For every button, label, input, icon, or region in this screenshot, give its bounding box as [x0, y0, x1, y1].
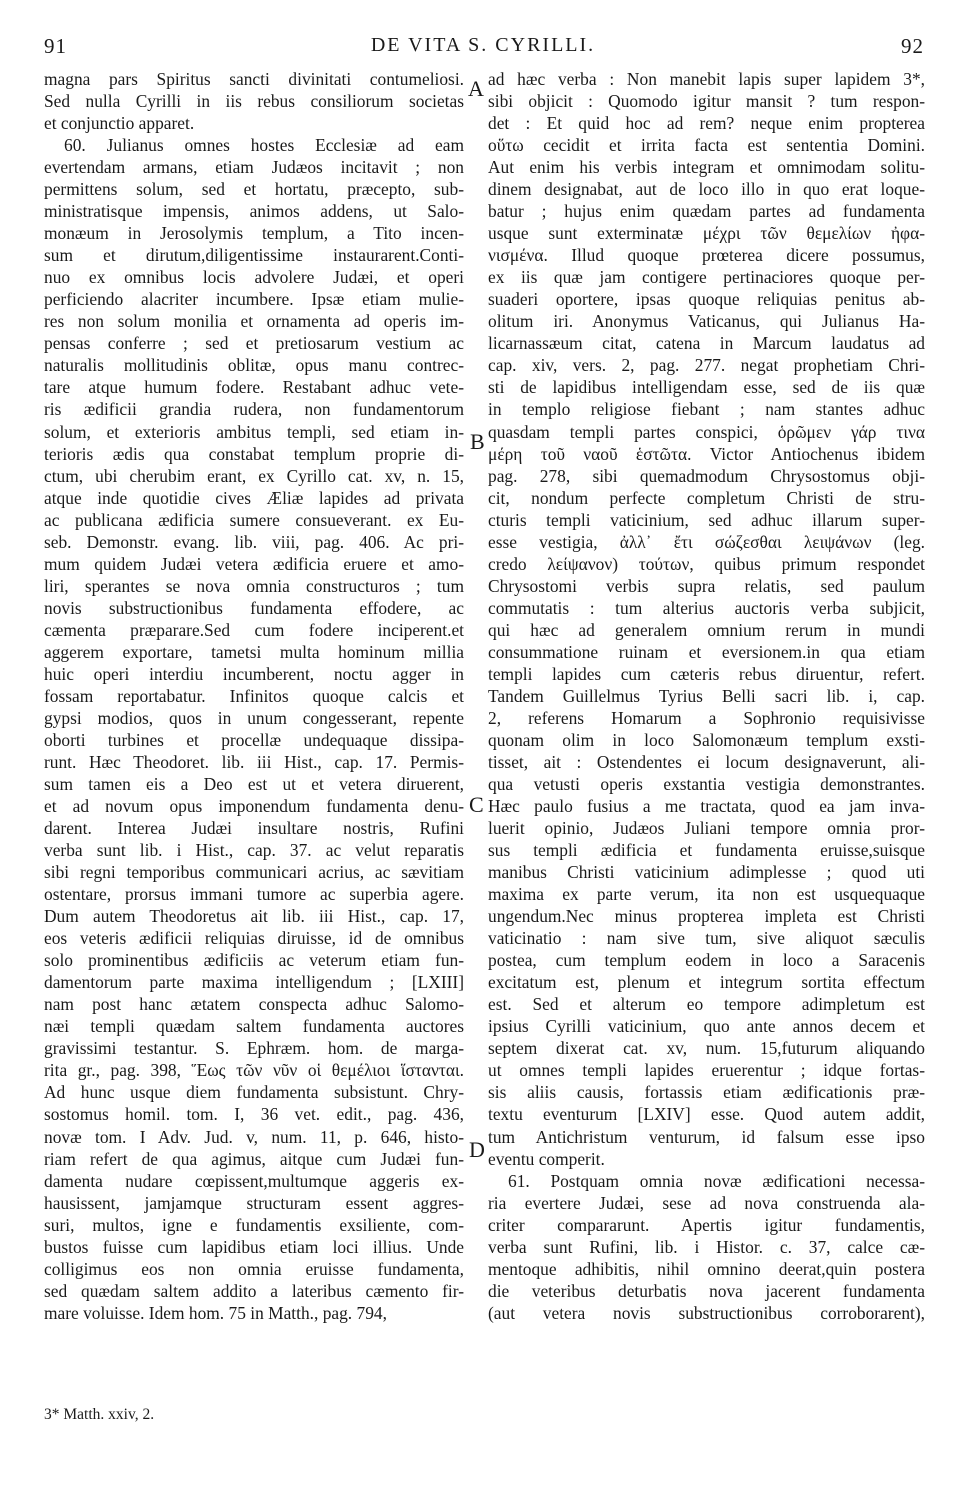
text-line: sis aliis causis, fortassis etiam ædificationis præ- [488, 1082, 925, 1103]
text-line: mare voluisse. Idem hom. 75 in Matth., pag. 794, [44, 1302, 387, 1323]
text-line: liri, sperantes se nova omnia constructuros ; tum [44, 575, 464, 596]
text-line: excitatum est, plenum et integrum sortita effectum [488, 972, 925, 993]
text-line: sed quædam saltem addito a lateribus cæmento fir- [44, 1280, 464, 1301]
margin-letter-d: D [469, 1137, 485, 1162]
text-line: damentorum parte maxima intelligendum ; [LXIII] [44, 972, 464, 993]
text-line: ad hæc verba : Non manebit lapis super lapidem 3*, [488, 69, 925, 89]
text-line: ria evertere Judæi, sese ad nova construenda ala- [488, 1192, 925, 1213]
footnote: 3* Matth. xxiv, 2. [44, 1406, 155, 1423]
text-line: perficiendo alacriter incumbere. Ipsæ etiam mulie- [44, 289, 464, 310]
running-title: DE VITA S. CYRILLI. [370, 34, 596, 56]
text-line: runt. Hæc Theodoret. lib. iii Hist., cap. 17. Permis- [44, 751, 464, 772]
text-line: usque sunt exterminatæ μέχρι τῶν θεμελίων ἠφα- [488, 223, 925, 244]
text-line: novis substructionibus fundamenta effodere, ac [44, 597, 464, 618]
text-line: sostomus homil. tom. I, 36 vet. edit., pag. 436, [44, 1104, 464, 1125]
text-line: colligimus eos non omnia eruisse fundamenta, [44, 1258, 464, 1279]
text-line: ctum, ubi cherubim erant, ex Cyrillo cat. xv, n. 15, [44, 465, 464, 486]
text-line: luerit opinio, Judæos Juliani tempore omnia pror- [488, 818, 925, 839]
text-line: manibus Christi vaticinium adimplesse ; quod uti [488, 862, 925, 883]
text-line: criter compararunt. Apertis igitur fundamentis, [488, 1214, 925, 1235]
text-line: Chrysostomi verbis supra relatis, sed paulum [488, 575, 925, 596]
text-line: tare atque humum fodere. Restabant adhuc vete- [44, 377, 464, 398]
text-line: templi lapides cum cæteris rebus diruentur, refert. [488, 663, 925, 684]
text-line: suaderi oportere, ipsas quoque reliquias penitus ab- [488, 289, 925, 310]
text-line: sum et dirutum,diligentissime instaurarent.Conti- [44, 245, 464, 266]
text-line: licarnassæum citat, catena in Marcum laudatus ad [488, 333, 925, 354]
text-line: gypsi modios, quos in unum congesserant, repente [44, 707, 464, 728]
text-line: 60. Julianus omnes hostes Ecclesiæ ad eam [64, 135, 464, 156]
text-line: solum, et exterioris ambitus templi, sed etiam in- [44, 421, 464, 442]
text-line: permittens solum, sed et hortatu, præcepto, sub- [44, 179, 464, 200]
text-line: huic operi interdiu incumberent, noctu agger in [44, 663, 464, 684]
text-line: Sed nulla Cyrilli in iis rebus consiliorum societas [44, 91, 464, 112]
right-column [488, 68, 925, 1324]
text-line: postea, cum templum eodem in loco a Saracenis [488, 950, 925, 971]
text-line: ministratisque impensis, animos addens, ut Salo- [44, 201, 464, 222]
text-line: tum Antichristum venturum, id falsum esse ipso [488, 1126, 925, 1147]
text-line: tisset, ait : Ostendentes ei locum designaverunt, ali- [488, 751, 925, 772]
text-line: vaticinatio : nam sive tum, sive aliquot sæculis [488, 928, 925, 949]
text-line: 2, referens Homarum a Sophronio requisivisse [488, 707, 925, 728]
text-line: pag. 278, sibi quemadmodum Chrysostomus obji- [488, 465, 925, 486]
text-line: solo prominentibus ædificiis ac veterum etiam fun- [44, 950, 464, 971]
text-line: aggerem exportare, tametsi multa hominum millia [44, 641, 464, 662]
text-line: suri, multos, igne e fundamentis exsiliente, com- [44, 1214, 464, 1235]
text-line: bustos fuisse cum lapidibus etiam loci illius. Unde [44, 1236, 464, 1257]
text-line: 61. Postquam omnia novæ ædificationi necessa- [508, 1170, 925, 1191]
text-line: mum quidem Judæi vetera ædificia eruere et amo- [44, 553, 464, 574]
text-line: sus templi ædificia et fundamenta eruisse,suisque [488, 840, 925, 861]
text-line: qua vetusti operis exstantia vestigia demonstrantes. [488, 774, 925, 794]
text-line: oborti turbines et procellæ undequaque dissipa- [44, 729, 464, 750]
margin-letter-b: B [470, 429, 485, 454]
text-line: nuo ex omnibus locis advolere Judæi, et operi [44, 267, 464, 288]
text-line: ac publicana ædificia sumere consueverant. ex Eu- [44, 509, 464, 530]
text-line: quasdam templi partes conspici, ὁρῶμεν γάρ τινα [488, 421, 925, 442]
text-line: batur ; hujus enim quædam partes ad fundamenta [488, 201, 925, 222]
text-line: gravissimi testantur. S. Ephræm. hom. de marga- [44, 1038, 464, 1059]
text-line: Tandem Guillelmus Tyrius Belli sacri lib. i, cap. [488, 685, 925, 706]
text-line: qui hæc ad generalem omnium rerum in mundi [488, 619, 925, 640]
text-line: det : Et quid hoc ad rem? neque enim propterea [488, 113, 925, 134]
page-header [0, 34, 966, 64]
text-line: eventu comperit. [488, 1148, 605, 1169]
text-line: Ad hunc usque diem fundamenta subsistunt. Chry- [44, 1082, 464, 1103]
text-line: ex iis quæ jam contigere pertinaciores quoque per- [488, 267, 925, 288]
text-line: verba sunt lib. i Hist., cap. 37. ac velut reparatis [44, 840, 464, 861]
text-line: esse vestigia, ἀλλ᾽ ἔτι σώζεσθαι λειψάνων (leg. [488, 531, 925, 552]
margin-letter-a: A [468, 76, 484, 101]
text-line: atque inde quotidie cives Æliæ lapides ad privata [44, 487, 464, 508]
text-line: quonam olim in loco Salomonæum templum exsti- [488, 729, 925, 750]
text-line: seb. Demonstr. evang. lib. viii, pag. 406. Ac pri- [44, 531, 464, 552]
text-line: verba sunt Rufini, lib. i Histor. c. 37, calce cæ- [488, 1236, 925, 1257]
text-line: res non solum monilia et ornamenta ad operis im- [44, 311, 464, 332]
text-line: sibi regni temporibus communicari acrius, ac sævitiam [44, 862, 464, 883]
text-line: ris ædificii grandia rudera, non fundamentorum [44, 399, 464, 420]
text-line: et conjunctio apparet. [44, 113, 195, 134]
text-line: in templo religiose fiebant ; nam stantes adhuc [488, 399, 925, 420]
text-line: credo λείψανον) τούτων, quibus primum respondet [488, 553, 925, 574]
text-line: rita gr., pag. 398, Ἕως τῶν νῦν οἱ θεμέλιοι ἵστανται. [44, 1060, 464, 1081]
text-line: Aut enim his verbis integram et omnimodam solitu- [488, 157, 925, 178]
text-line: est. Sed et alterum eo tempore adimpletum est [488, 994, 925, 1015]
text-line: nam post hanc ætatem conspecta adhuc Salomo- [44, 994, 464, 1015]
text-line: terioris ædis qua constabat templum proprie di- [44, 443, 464, 464]
text-line: septem dixerat cat. xv, num. 15,futurum aliquando [488, 1038, 925, 1059]
text-line: die veteribus deturbatis nova jacerent fundamenta [488, 1280, 925, 1301]
text-line: ut omnes templi lapides eruerentur ; idque fortas- [488, 1060, 925, 1081]
text-line: sti de lapidibus intelligendam esse, sed de iis quæ [488, 377, 925, 398]
text-line: (aut vetera novis substructionibus corroborarent), [488, 1302, 925, 1323]
text-line: ungendum.Nec minus propterea impleta est Christi [488, 906, 925, 927]
text-line: riam refert de qua agimus, aitque cum Judæi fun- [44, 1148, 464, 1169]
page-number-left: 91 [44, 34, 67, 58]
text-line: fossam reportabatur. Infinitos quoque calcis et [44, 685, 464, 706]
text-line: οὕτω cecidit et irrita facta est sententia Domini. [488, 135, 925, 156]
text-line: damenta nudare cœpissent,multumque aggeris ex- [44, 1170, 464, 1191]
left-column [44, 68, 464, 1324]
text-line: maxima ex parte verum, ita non est usquequaque [488, 884, 925, 905]
text-line: evertendam armans, etiam Judæos incitavit ; non [44, 157, 464, 178]
margin-letter-c: C [469, 792, 484, 817]
text-line: cap. xiv, vers. 2, pag. 277. negat prophetiam Chri- [488, 355, 925, 376]
text-line: Dum autem Theodoretus ait lib. iii Hist., cap. 17, [44, 906, 464, 927]
text-line: cæmenta præparare.Sed cum fodere inciperent.et [44, 619, 464, 640]
text-line: naturalis mollitudinis oblitæ, opus manu contrec- [44, 355, 464, 376]
text-line: sum tamen eis a Deo est ut et vetera diruerent, [44, 774, 464, 794]
text-line: commutatis : tum alterius auctoris verba subjicit, [488, 597, 925, 618]
text-line: consummatione ruinam et eversionem.in qua etiam [488, 641, 925, 662]
text-line: mentoque adhibitis, nihil omnino deerat,quin postera [488, 1258, 925, 1279]
text-line: ipsius Cyrilli vaticinium, quo ante annos decem et [488, 1016, 925, 1037]
text-line: textu eventurum [LXIV] esse. Quod autem addit, [488, 1104, 925, 1125]
text-line: pensas conferre ; sed et pretiosarum vestium ac [44, 333, 464, 354]
text-line: νισμένα. Illud quoque prœterea dicere possumus, [488, 245, 925, 266]
text-line: sibi objicit : Quomodo igitur mansit ? tum respon- [488, 91, 925, 112]
text-line: monæum in Jerosolymis templum, a Tito incen- [44, 223, 464, 244]
text-line: cit, nondum perfecte completum Christi de stru- [488, 487, 925, 508]
page-number-right: 92 [901, 34, 924, 58]
text-line: darent. Interea Judæi insultare nostris, Rufini [44, 818, 464, 839]
text-line: næi templi quædam saltem fundamenta auctores [44, 1016, 464, 1037]
text-line: eos veteris ædificii reliquias diruisse, id de omnibus [44, 928, 464, 949]
text-line: hausissent, jamjamque structuram essent aggres- [44, 1192, 464, 1213]
text-line: Hæc paulo fusius a me tractata, quod ea jam inva- [488, 796, 925, 817]
text-line: novæ tom. I Adv. Jud. v, num. 11, p. 646, histo- [44, 1126, 464, 1147]
text-line: magna pars Spiritus sancti divinitati contumeliosi. [44, 69, 464, 89]
text-line: cturis templi vaticinium, sed adhuc illarum super- [488, 509, 925, 530]
text-line: μέρη τοῦ ναοῦ ἑστῶτα. Victor Antiochenus ibidem [488, 443, 925, 464]
text-line: et ad novum opus imponendum fundamenta denu- [44, 796, 464, 817]
text-line: olitum iri. Anonymus Vaticanus, qui Julianus Ha- [488, 311, 925, 332]
text-line: ostentare, prorsus immani tumore ac superbia agere. [44, 884, 464, 905]
text-line: dinem designabat, aut de loco illo in quo erat loque- [488, 179, 925, 200]
